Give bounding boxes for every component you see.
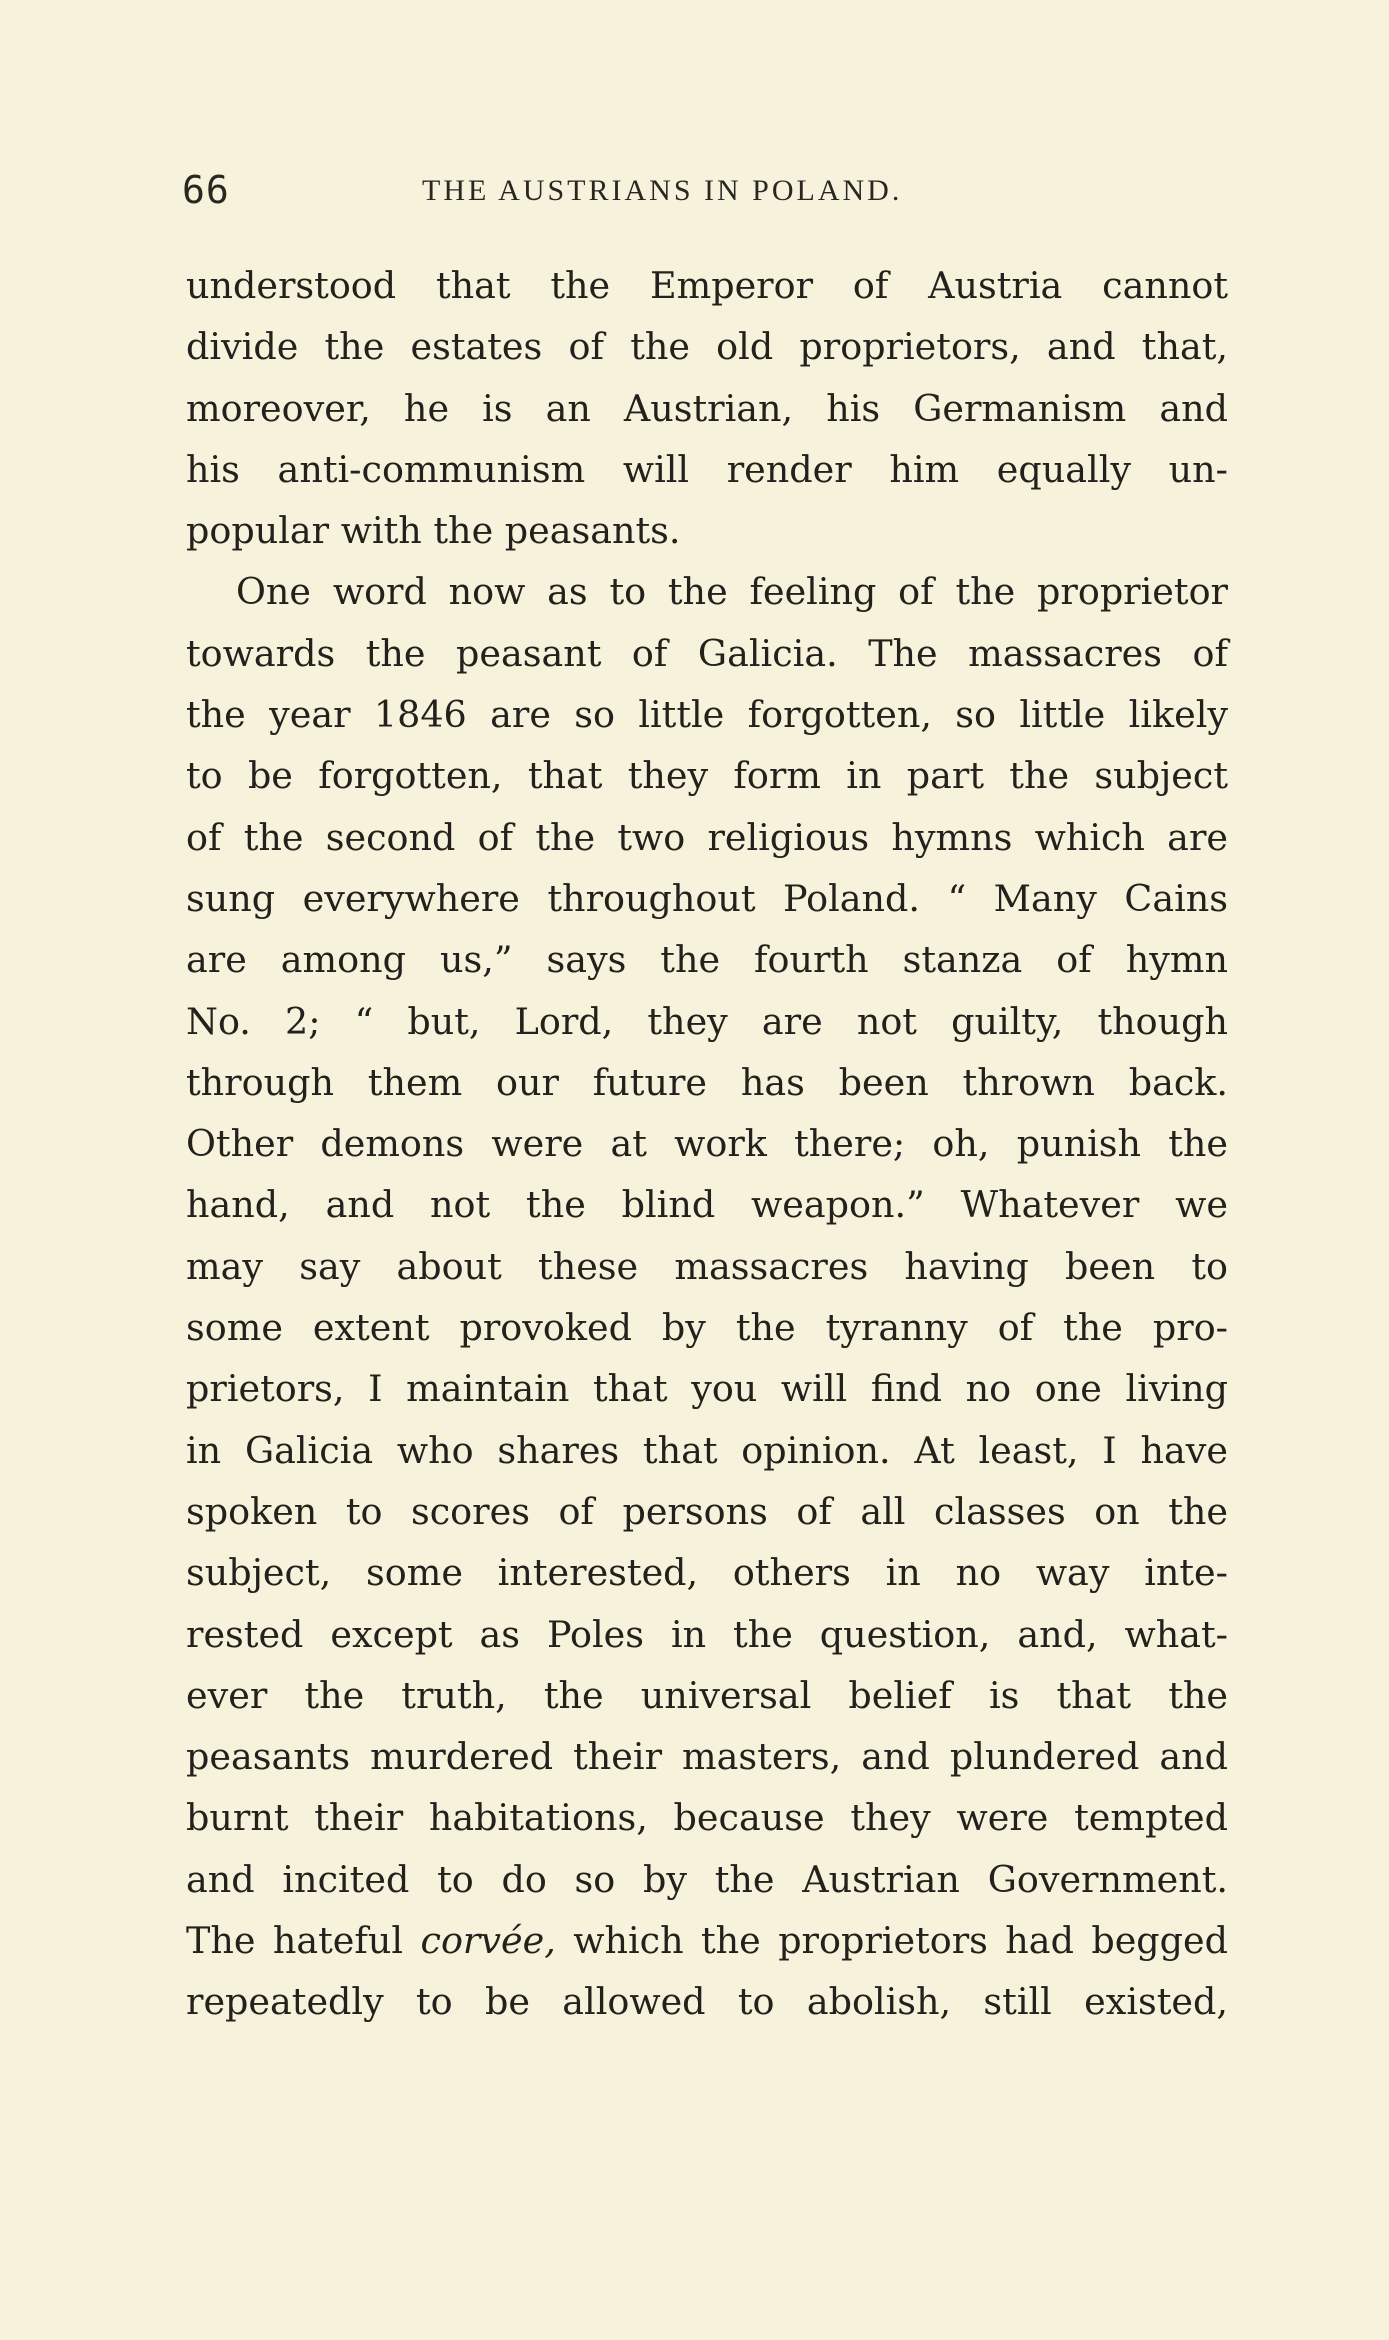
italic-word: corvée, bbox=[420, 1919, 556, 1963]
text-line: are among us,” says the fourth stanza of hymn bbox=[186, 938, 1228, 982]
page-header bbox=[182, 168, 1224, 218]
text-line: One word now as to the feeling of the proprietor bbox=[236, 570, 1228, 614]
text-line: his anti-communism will render him equally un- bbox=[186, 447, 1228, 491]
text-line: burnt their habitations, because they were tempted bbox=[186, 1796, 1228, 1840]
text-line: popular with the peasants. bbox=[186, 509, 681, 553]
text-line bbox=[186, 1910, 1228, 1971]
text-line: divide the estates of the old proprietors, and that, bbox=[186, 325, 1228, 369]
text-line: through them our future has been thrown back. bbox=[186, 1060, 1228, 1104]
text-line: peasants murdered their masters, and plundered and bbox=[186, 1735, 1228, 1779]
text-line: to be forgotten, that they form in part the subject bbox=[186, 754, 1228, 798]
text-line: No. 2; “ but, Lord, they are not guilty, though bbox=[186, 999, 1228, 1043]
running-title: THE AUSTRIANS IN POLAND. bbox=[422, 174, 903, 207]
text-line: may say about these massacres having been to bbox=[186, 1244, 1228, 1288]
text-line: subject, some interested, others in no way inte- bbox=[186, 1551, 1228, 1595]
text-line: and incited to do so by the Austrian Government. bbox=[186, 1857, 1228, 1901]
text-line: towards the peasant of Galicia. The massacres of bbox=[186, 631, 1228, 675]
text-line: ever the truth, the universal belief is that the bbox=[186, 1673, 1228, 1717]
text-line: prietors, I maintain that you will find no one living bbox=[186, 1367, 1228, 1411]
text-line: of the second of the two religious hymns which are bbox=[186, 815, 1228, 859]
page-number: 66 bbox=[182, 168, 230, 212]
text-line: the year 1846 are so little forgotten, so little likely bbox=[186, 693, 1228, 737]
text-line: rested except as Poles in the question, and, what- bbox=[186, 1612, 1228, 1656]
body-text bbox=[186, 255, 1228, 2033]
text-line: moreover, he is an Austrian, his Germanism and bbox=[186, 386, 1228, 430]
text-segment: The hateful bbox=[186, 1919, 421, 1963]
text-line: understood that the Emperor of Austria cannot bbox=[186, 264, 1228, 307]
text-segment: which the proprietors had begged bbox=[555, 1919, 1229, 1963]
text-line: hand, and not the blind weapon.” Whatever we bbox=[186, 1183, 1228, 1227]
text-line: some extent provoked by the tyranny of the pro- bbox=[186, 1306, 1228, 1350]
text-line: Other demons were at work there; oh, punish the bbox=[186, 1122, 1228, 1166]
text-line: in Galicia who shares that opinion. At least, I have bbox=[186, 1428, 1228, 1472]
text-line: repeatedly to be allowed to abolish, still existed, bbox=[186, 1980, 1228, 2024]
text-line: spoken to scores of persons of all classes on the bbox=[186, 1489, 1228, 1533]
text-line: sung everywhere throughout Poland. “ Many Cains bbox=[186, 876, 1228, 920]
